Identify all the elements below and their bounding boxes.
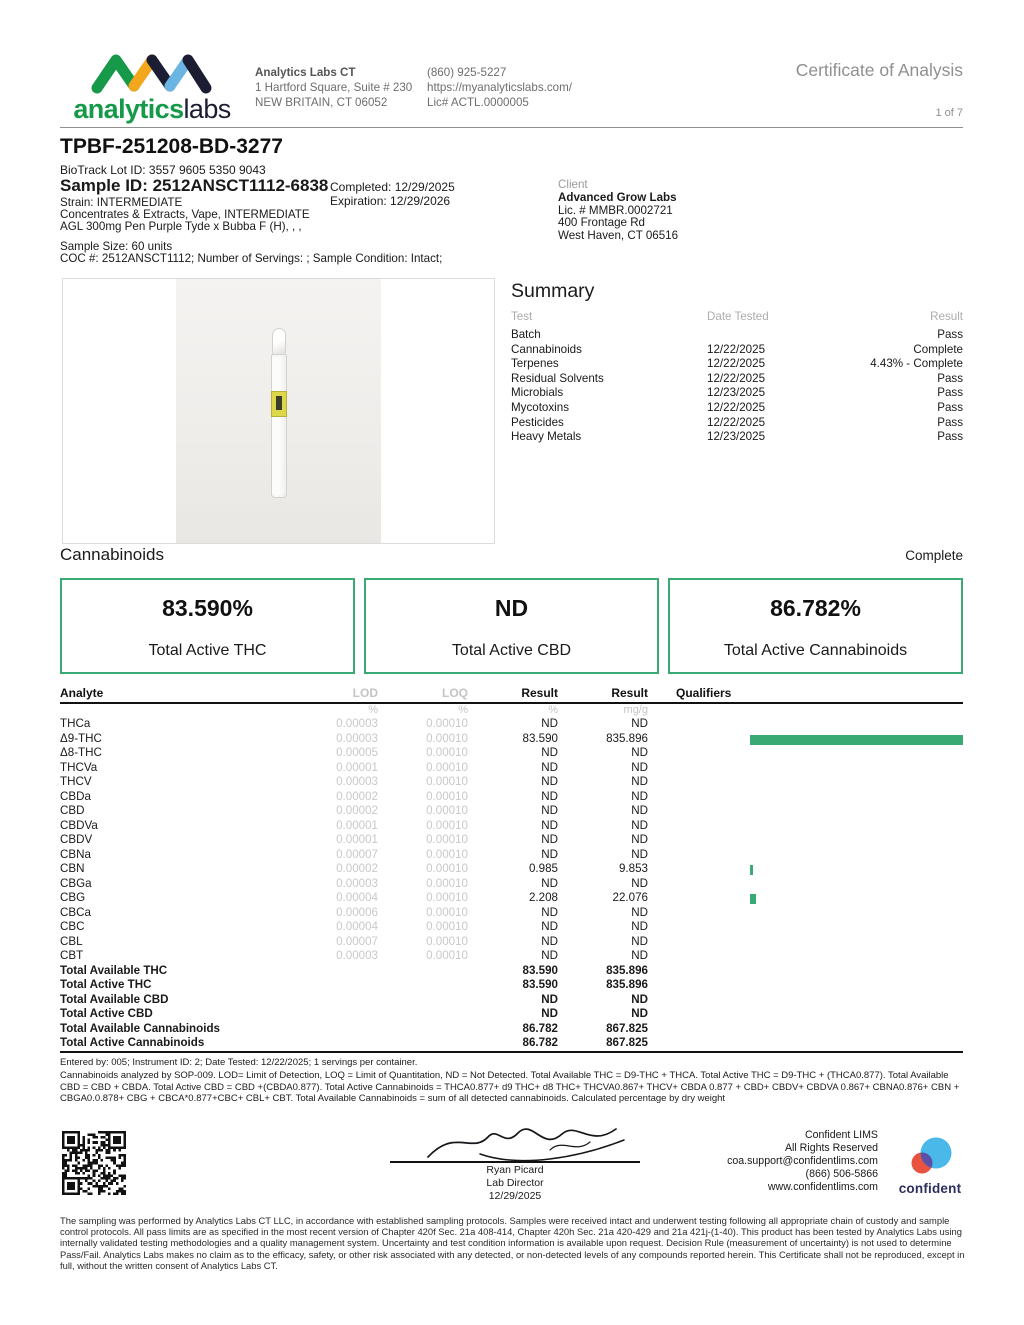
total-row bbox=[60, 1007, 963, 1022]
analyte-row bbox=[60, 935, 963, 950]
analyte-result-pct: ND bbox=[541, 746, 558, 759]
summary-row bbox=[511, 386, 963, 401]
stat-value: 86.782% bbox=[770, 595, 861, 621]
cannabinoids-header bbox=[60, 545, 963, 565]
analyte-lod: 0.00003 bbox=[336, 775, 378, 788]
summary-test: Mycotoxins bbox=[511, 400, 569, 414]
summary-test: Batch bbox=[511, 328, 541, 341]
stat-box-total-active-cannabinoids bbox=[668, 578, 963, 674]
result-bar bbox=[750, 865, 753, 875]
analyte-result-mgg: ND bbox=[631, 775, 648, 788]
footer-disclaimer: The sampling was performed by Analytics Labs CT LLC, in accordance with established sampling protocols. Samples were received intact and underwent testing following all appropriate chain of custody and sample control protocols. All pass limits are as specified in the most recent version of Chapter 420f Sec. 21a 408-414, Chapter 420h Sec. 21a 420-429 and 21a 421j-(1-40). This product has been tested by Analytics Labs using internally validated testing methodologies and a quality management system. Uncertainty and test condition information is available upon request. Decision Rule (measurement of uncertainty) is not used to determine Pass/Fail. Analytics Labs makes no claim as to the efficacy, safety, or other risk associated with any detected, or non-detected levels of any compounds reported herein. This Certificate shall not be reproduced, except in full, without the written consent of Analytics Labs CT. bbox=[60, 1215, 965, 1271]
analyte-row bbox=[60, 877, 963, 892]
summary-date: 12/23/2025 bbox=[707, 386, 766, 400]
analyte-loq: 0.00010 bbox=[426, 833, 468, 846]
sample-product: AGL 300mg Pen Purple Tyde x Bubba F (H), , , bbox=[60, 220, 302, 233]
analyte-result-pct: ND bbox=[541, 818, 558, 832]
result-bar bbox=[750, 735, 963, 745]
analyte-row bbox=[60, 891, 963, 906]
summary-row bbox=[511, 401, 963, 416]
analyte-loq: 0.00010 bbox=[426, 847, 468, 861]
analyte-name: CBNa bbox=[60, 847, 91, 861]
lab-name: Analytics Labs CT bbox=[255, 66, 356, 79]
summary-result: Pass bbox=[937, 328, 963, 341]
col-qualifiers: Qualifiers bbox=[648, 686, 963, 703]
total-result-pct: ND bbox=[541, 1007, 558, 1020]
summary-row bbox=[511, 343, 963, 358]
analyte-result-mgg: ND bbox=[631, 920, 648, 933]
stat-value: ND bbox=[494, 595, 529, 621]
unit-loq: % bbox=[458, 704, 468, 716]
entered-by-note: Entered by: 005; Instrument ID: 2; Date Tested: 12/22/2025; 1 servings per container. bbox=[60, 1057, 418, 1068]
summary-row bbox=[511, 357, 963, 372]
confident-lims-logo bbox=[891, 1136, 969, 1196]
analyte-result-mgg: ND bbox=[631, 905, 648, 919]
total-result-pct: 86.782 bbox=[522, 1021, 558, 1035]
total-name: Total Available Cannabinoids bbox=[60, 1021, 220, 1035]
signer-name: Ryan Picard bbox=[486, 1164, 544, 1176]
sample-size: Sample Size: 60 units bbox=[60, 240, 173, 253]
analyte-qualifier-cell bbox=[648, 862, 963, 877]
analyte-lod: 0.00003 bbox=[336, 949, 378, 962]
analyte-result-mgg: ND bbox=[631, 876, 648, 890]
summary-test: Microbials bbox=[511, 386, 564, 400]
unit-lod: % bbox=[368, 704, 378, 716]
page-number: 1 of 7 bbox=[935, 107, 963, 119]
stat-label: Total Active CBD bbox=[451, 642, 572, 659]
summary-row bbox=[511, 328, 963, 343]
completed-date: Completed: 12/29/2025 bbox=[330, 180, 455, 194]
analyte-loq: 0.00010 bbox=[426, 876, 468, 890]
summary-title: Summary bbox=[511, 280, 595, 302]
analyte-name: CBT bbox=[60, 949, 84, 962]
analyte-result-pct: ND bbox=[541, 876, 558, 890]
method-note: Cannabinoids analyzed by SOP-009. LOD= Limit of Detection, LOQ = Limit of Quantitation, ND = Not Detected. Total Available THC = D9-THC + THCA. Total Active THC = D9-THC + (THCA0.877). Total Available CBD = CBD + CBDA. Total Active CBD = CBD +(CBDA0.877). Total Active Cannabinoids = THCA0.877+ d9 THC+ d8 THC+ THCVA0.867+ THCV+ CBDA 0.877 + CBD+ CBDV+ CBDVA 0.867+ CBNA0.876+ CBN + CBGA0.0.878+ CBG + CBCA*0.877+CBC+ CBL+ CBT. Total Available Cannabinoids = sum of all detected cannabinoids. Calculated percentage by dry weight bbox=[60, 1070, 960, 1105]
lab-license: Lic# ACTL.0000005 bbox=[427, 95, 529, 109]
analyte-result-pct: ND bbox=[541, 920, 558, 933]
stat-label: Total Active Cannabinoids bbox=[723, 642, 908, 659]
total-result-pct: ND bbox=[541, 992, 558, 1006]
analyte-loq: 0.00010 bbox=[426, 818, 468, 832]
summary-test: Cannabinoids bbox=[511, 342, 582, 356]
analyte-loq: 0.00010 bbox=[426, 775, 468, 788]
analyte-result-mgg: ND bbox=[631, 789, 648, 803]
sample-strain: Strain: INTERMEDIATE bbox=[60, 196, 183, 209]
confident-circles-icon bbox=[901, 1136, 959, 1178]
summary-date: 12/22/2025 bbox=[707, 357, 766, 371]
summary-result: 4.43% - Complete bbox=[870, 357, 963, 371]
lims-line[interactable]: coa.support@confidentlims.com bbox=[727, 1155, 878, 1167]
analyte-lod: 0.00001 bbox=[336, 833, 378, 846]
analyte-loq: 0.00010 bbox=[426, 746, 468, 759]
stat-box-total-active-thc bbox=[60, 578, 355, 674]
total-name: Total Active CBD bbox=[60, 1007, 153, 1020]
analyte-name: Δ8-THC bbox=[60, 746, 102, 759]
analyte-row bbox=[60, 819, 963, 834]
summary-test: Heavy Metals bbox=[511, 430, 582, 444]
total-row bbox=[60, 978, 963, 993]
analyte-qualifier-cell bbox=[648, 891, 963, 906]
analyte-result-pct: ND bbox=[541, 717, 558, 730]
analyte-name: CBL bbox=[60, 934, 83, 948]
summary-section bbox=[511, 280, 963, 445]
analyte-qualifier-cell bbox=[648, 819, 963, 834]
analyte-name: THCV bbox=[60, 775, 92, 788]
total-result-pct: 83.590 bbox=[522, 963, 558, 977]
header-divider bbox=[60, 127, 963, 128]
vape-pen-image bbox=[270, 328, 288, 498]
lab-address-block bbox=[255, 66, 412, 110]
col-result-pct: Result bbox=[468, 686, 558, 703]
signer-title: Lab Director bbox=[486, 1177, 544, 1189]
analyte-result-mgg: ND bbox=[631, 760, 648, 774]
summary-result: Pass bbox=[937, 400, 963, 414]
batch-code: TPBF-251208-BD-3277 bbox=[60, 135, 283, 158]
col-analyte: Analyte bbox=[60, 686, 310, 703]
lims-line: All Rights Reserved bbox=[784, 1142, 878, 1154]
analyte-lod: 0.00007 bbox=[336, 847, 378, 861]
analyte-table bbox=[60, 686, 963, 1053]
analyte-row bbox=[60, 761, 963, 776]
analyte-table-section bbox=[60, 686, 963, 1053]
client-label: Client bbox=[558, 178, 588, 191]
analyte-result-pct: ND bbox=[541, 905, 558, 919]
signature-date: 12/29/2025 bbox=[488, 1190, 542, 1202]
analyte-result-mgg: ND bbox=[631, 949, 648, 962]
sample-coc: COC #: 2512ANSCT1112; Number of Servings: ; Sample Condition: Intact; bbox=[60, 252, 443, 265]
analyte-name: CBGa bbox=[60, 876, 92, 890]
document-title: Certificate of Analysis bbox=[795, 60, 963, 80]
col-lod: LOD bbox=[310, 686, 378, 703]
summary-date: 12/22/2025 bbox=[707, 415, 766, 429]
lab-phone: (860) 925-5227 bbox=[427, 66, 507, 79]
lims-line: Confident LIMS bbox=[804, 1129, 878, 1141]
analyte-result-mgg: ND bbox=[631, 833, 648, 846]
lab-logo bbox=[68, 52, 236, 122]
stat-value: 83.590% bbox=[162, 595, 253, 621]
analyte-qualifier-cell bbox=[648, 717, 963, 732]
summary-date: 12/22/2025 bbox=[707, 400, 766, 414]
analyte-result-pct: ND bbox=[541, 760, 558, 774]
analyte-row bbox=[60, 732, 963, 747]
analyte-loq: 0.00010 bbox=[426, 862, 468, 875]
total-name: Total Active THC bbox=[60, 978, 152, 991]
summary-result: Pass bbox=[937, 371, 963, 385]
analyte-lod: 0.00003 bbox=[336, 717, 378, 730]
analyte-qualifier-cell bbox=[648, 848, 963, 863]
total-result-mgg: 835.896 bbox=[606, 978, 648, 991]
analyte-row bbox=[60, 848, 963, 863]
client-block bbox=[558, 179, 678, 242]
analyte-lod: 0.00002 bbox=[336, 862, 378, 875]
notes-section bbox=[60, 1057, 966, 1105]
analyte-name: CBD bbox=[60, 804, 85, 817]
analyte-qualifier-cell bbox=[648, 949, 963, 964]
confident-wordmark: confident bbox=[898, 1181, 962, 1196]
total-result-mgg: ND bbox=[631, 992, 648, 1006]
analyte-loq: 0.00010 bbox=[426, 760, 468, 774]
analyte-loq: 0.00010 bbox=[426, 731, 468, 745]
vape-pen-mouthpiece bbox=[272, 328, 286, 354]
total-row bbox=[60, 964, 963, 979]
total-name: Total Active Cannabinoids bbox=[60, 1036, 205, 1049]
analyte-qualifier-cell bbox=[648, 877, 963, 892]
analyte-result-mgg: ND bbox=[631, 804, 648, 817]
qr-code bbox=[62, 1131, 126, 1195]
client-address-line2: West Haven, CT 06516 bbox=[558, 228, 679, 242]
total-result-mgg: 835.896 bbox=[606, 963, 648, 977]
unit-result-mgg: mg/g bbox=[623, 704, 648, 716]
total-name: Total Available CBD bbox=[60, 992, 169, 1006]
analyte-result-pct: ND bbox=[541, 949, 558, 962]
analyte-row bbox=[60, 833, 963, 848]
analyte-lod: 0.00001 bbox=[336, 760, 378, 774]
analyte-name: THCVa bbox=[60, 760, 98, 774]
analyte-lod: 0.00007 bbox=[336, 934, 378, 948]
summary-col-result: Result bbox=[930, 310, 963, 323]
summary-col-test: Test bbox=[511, 310, 533, 323]
col-result-mgg: Result bbox=[558, 686, 648, 703]
vape-pen-body bbox=[271, 354, 287, 498]
summary-date: 12/22/2025 bbox=[707, 342, 766, 356]
summary-row bbox=[511, 430, 963, 445]
analyte-row bbox=[60, 790, 963, 805]
analyte-row bbox=[60, 949, 963, 964]
analyte-row bbox=[60, 717, 963, 732]
analyte-result-pct: 83.590 bbox=[522, 731, 558, 745]
analyte-name: CBCa bbox=[60, 905, 91, 919]
cannabinoids-title: Cannabinoids bbox=[60, 545, 164, 564]
analyte-result-mgg: ND bbox=[631, 717, 648, 730]
analyte-name: CBDV bbox=[60, 833, 93, 846]
summary-result: Pass bbox=[937, 386, 963, 400]
summary-date: 12/23/2025 bbox=[707, 430, 766, 444]
analyte-qualifier-cell bbox=[648, 761, 963, 776]
lims-contact-block bbox=[727, 1129, 878, 1194]
analyte-result-pct: ND bbox=[541, 934, 558, 948]
summary-result: Complete bbox=[913, 342, 963, 356]
analyte-name: CBDVa bbox=[60, 818, 98, 832]
col-loq: LOQ bbox=[378, 686, 468, 703]
analyte-result-mgg: ND bbox=[631, 934, 648, 948]
analyte-lod: 0.00002 bbox=[336, 804, 378, 817]
analyte-loq: 0.00010 bbox=[426, 804, 468, 817]
sample-category: Concentrates & Extracts, Vape, INTERMEDIATE bbox=[60, 208, 310, 221]
analyte-lod: 0.00005 bbox=[336, 746, 378, 759]
analyte-lod: 0.00003 bbox=[336, 731, 378, 745]
analyte-loq: 0.00010 bbox=[426, 891, 468, 904]
analyte-lod: 0.00006 bbox=[336, 905, 378, 919]
analyte-result-mgg: ND bbox=[631, 746, 648, 759]
total-row bbox=[60, 1022, 963, 1037]
analyte-name: CBC bbox=[60, 920, 85, 933]
total-row bbox=[60, 1036, 963, 1052]
cannabinoids-status: Complete bbox=[905, 548, 963, 563]
total-result-mgg: 867.825 bbox=[606, 1021, 648, 1035]
signature-icon bbox=[400, 1124, 630, 1164]
vape-pen-label bbox=[271, 391, 287, 417]
analyte-loq: 0.00010 bbox=[426, 949, 468, 962]
analyte-result-pct: 2.208 bbox=[528, 891, 558, 904]
analyte-row bbox=[60, 862, 963, 877]
analyte-result-mgg: 835.896 bbox=[606, 731, 648, 745]
summary-result: Pass bbox=[937, 415, 963, 429]
analyte-result-pct: ND bbox=[541, 847, 558, 861]
analyte-qualifier-cell bbox=[648, 833, 963, 848]
stat-label: Total Active THC bbox=[148, 642, 267, 659]
analyte-result-pct: ND bbox=[541, 775, 558, 788]
analyte-qualifier-cell bbox=[648, 920, 963, 935]
total-result-mgg: ND bbox=[631, 1007, 648, 1020]
summary-row bbox=[511, 372, 963, 387]
signature-block bbox=[390, 1124, 640, 1202]
lab-contact-block bbox=[427, 66, 572, 110]
analyte-result-mgg: ND bbox=[631, 847, 648, 861]
analyte-result-mgg: 9.853 bbox=[618, 862, 648, 875]
analyte-loq: 0.00010 bbox=[426, 905, 468, 919]
analyte-name: CBG bbox=[60, 891, 86, 904]
analyte-qualifier-cell bbox=[648, 790, 963, 805]
summary-date: 12/22/2025 bbox=[707, 371, 766, 385]
analyte-row bbox=[60, 920, 963, 935]
analyte-result-mgg: ND bbox=[631, 818, 648, 832]
biotrack-lot-id: BioTrack Lot ID: 3557 9605 5350 9043 bbox=[60, 163, 266, 177]
analyte-lod: 0.00004 bbox=[336, 920, 378, 933]
analyte-loq: 0.00010 bbox=[426, 789, 468, 803]
analyte-qualifier-cell bbox=[648, 906, 963, 921]
analyte-name: CBDa bbox=[60, 789, 91, 803]
units-row bbox=[60, 703, 963, 717]
analyte-row bbox=[60, 775, 963, 790]
analyte-name: Δ9-THC bbox=[60, 731, 102, 745]
analyte-result-pct: ND bbox=[541, 833, 558, 846]
total-row bbox=[60, 993, 963, 1008]
product-photo-background bbox=[176, 279, 381, 543]
analyte-loq: 0.00010 bbox=[426, 920, 468, 933]
summary-result: Pass bbox=[937, 430, 963, 444]
signature-line bbox=[390, 1161, 640, 1163]
summary-test: Residual Solvents bbox=[511, 371, 604, 385]
wordmark-secondary: labs bbox=[183, 94, 231, 124]
total-result-pct: 83.590 bbox=[522, 978, 558, 991]
summary-table bbox=[511, 310, 963, 445]
analyte-lod: 0.00002 bbox=[336, 789, 378, 803]
analyte-qualifier-cell bbox=[648, 732, 963, 747]
stat-box-total-active-cbd bbox=[364, 578, 659, 674]
cannabinoid-stat-boxes bbox=[60, 578, 963, 674]
lab-wordmark bbox=[68, 96, 236, 122]
analyte-lod: 0.00001 bbox=[336, 818, 378, 832]
analyte-qualifier-cell bbox=[648, 804, 963, 819]
total-result-pct: 86.782 bbox=[522, 1036, 558, 1049]
wordmark-primary: analytics bbox=[73, 94, 184, 124]
summary-row bbox=[511, 416, 963, 431]
lims-line: (866) 506-5866 bbox=[805, 1168, 878, 1180]
analyte-lod: 0.00003 bbox=[336, 876, 378, 890]
analyte-result-mgg: 22.076 bbox=[612, 891, 648, 904]
analyte-result-pct: 0.985 bbox=[528, 862, 558, 875]
analyte-qualifier-cell bbox=[648, 935, 963, 950]
client-license: Lic. # MMBR.0002721 bbox=[558, 203, 673, 217]
analyte-loq: 0.00010 bbox=[426, 934, 468, 948]
analyte-result-pct: ND bbox=[541, 789, 558, 803]
lab-logo-zigzag-icon bbox=[89, 52, 215, 96]
summary-test: Pesticides bbox=[511, 415, 564, 429]
product-photo bbox=[62, 278, 495, 544]
client-name: Advanced Grow Labs bbox=[558, 191, 677, 205]
analyte-qualifier-cell bbox=[648, 775, 963, 790]
analyte-row bbox=[60, 746, 963, 761]
summary-col-date: Date Tested bbox=[707, 310, 769, 323]
analyte-lod: 0.00004 bbox=[336, 891, 378, 904]
summary-date bbox=[707, 328, 847, 343]
total-result-mgg: 867.825 bbox=[606, 1036, 648, 1049]
analyte-name: THCa bbox=[60, 717, 91, 730]
summary-test: Terpenes bbox=[511, 357, 559, 371]
analyte-row bbox=[60, 804, 963, 819]
expiration-date: Expiration: 12/29/2026 bbox=[330, 194, 451, 208]
lims-line[interactable]: www.confidentlims.com bbox=[767, 1181, 878, 1193]
analyte-row bbox=[60, 906, 963, 921]
unit-result-pct: % bbox=[548, 704, 558, 716]
analyte-qualifier-cell bbox=[648, 746, 963, 761]
analyte-result-pct: ND bbox=[541, 804, 558, 817]
result-bar bbox=[750, 894, 756, 904]
lab-address-line2: NEW BRITAIN, CT 06052 bbox=[255, 95, 388, 109]
sample-id: Sample ID: 2512ANSCT1112-6838 bbox=[60, 176, 329, 195]
lab-website-link[interactable]: https://myanalyticslabs.com/ bbox=[427, 80, 572, 94]
lab-address-line1: 1 Hartford Square, Suite # 230 bbox=[255, 80, 413, 94]
analyte-name: CBN bbox=[60, 862, 85, 875]
total-name: Total Available THC bbox=[60, 963, 168, 977]
analyte-loq: 0.00010 bbox=[426, 717, 468, 730]
client-address-line1: 400 Frontage Rd bbox=[558, 216, 646, 230]
